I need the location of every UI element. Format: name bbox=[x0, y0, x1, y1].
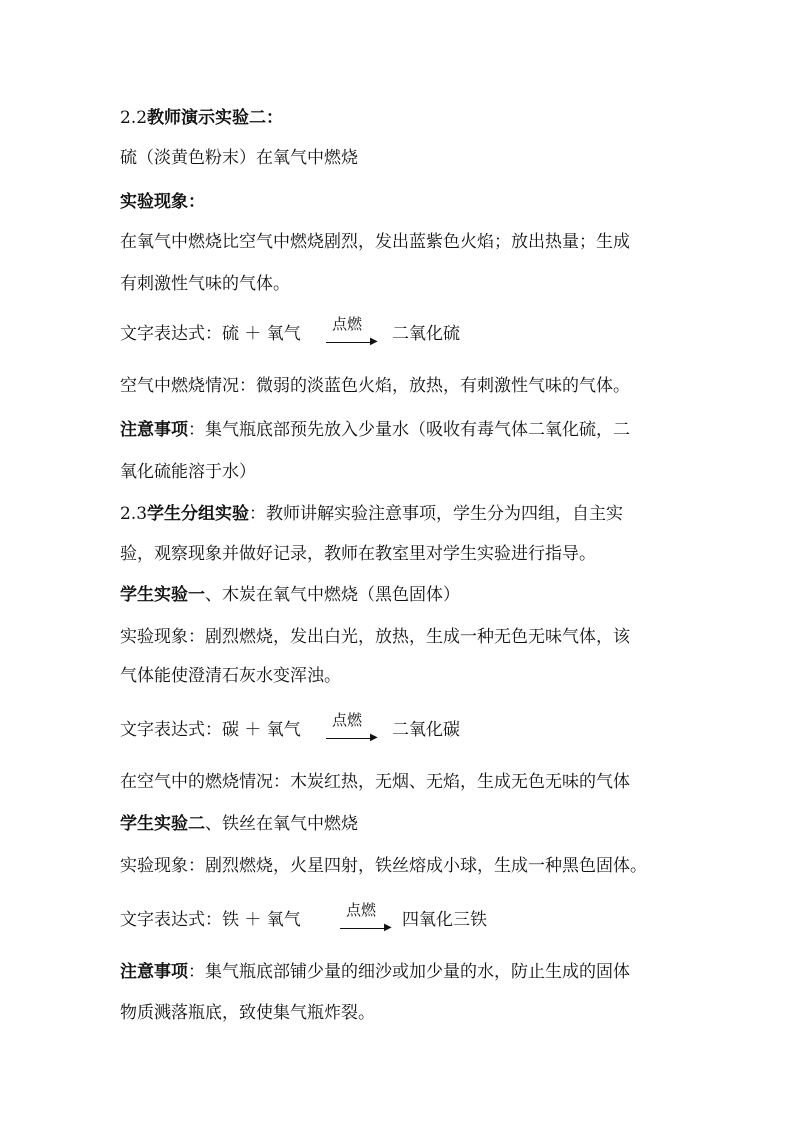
arrow-head-icon: ▶ bbox=[370, 336, 378, 347]
equation-product: 二氧化硫 bbox=[392, 324, 460, 344]
experiment-label: 学生实验一 bbox=[120, 585, 205, 605]
section-title: 教师演示实验二： bbox=[147, 108, 284, 128]
experiment-title: 、铁丝在氧气中燃烧 bbox=[205, 814, 358, 834]
equation-product: 四氧化三铁 bbox=[402, 910, 487, 930]
experiment-1-phenomenon-line-2: 气体能使澄清石灰水变浑浊。 bbox=[120, 666, 341, 686]
carbon-in-air: 在空气中的燃烧情况：木炭红热，无烟、无焰，生成无色无味的气体 bbox=[120, 772, 630, 792]
experiment-1-phenomenon-line-1: 实验现象：剧烈燃烧，发出白光，放热，生成一种无色无味气体，该 bbox=[120, 627, 630, 647]
phenomenon-heading: 实验现象： bbox=[120, 192, 205, 212]
equation-reactants: 文字表达式：铁 ＋ 氧气 bbox=[120, 910, 301, 930]
arrow-shaft bbox=[340, 928, 386, 929]
section-label: 学生分组实验 bbox=[147, 504, 250, 524]
arrow-shaft bbox=[326, 342, 372, 343]
section-number: 2.3 bbox=[120, 504, 148, 524]
reaction-arrow bbox=[326, 711, 380, 743]
sulfur-phenomenon-line-1: 在氧气中燃烧比空气中燃烧剧烈，发出蓝紫色火焰；放出热量；生成 bbox=[120, 232, 630, 252]
note-1-line-2: 氧化硫能溶于水） bbox=[120, 462, 256, 482]
experiment-1-heading bbox=[120, 583, 460, 607]
equation-product: 二氧化碳 bbox=[392, 720, 460, 740]
section-number: 2.2 bbox=[120, 108, 148, 128]
arrow-head-icon: ▶ bbox=[370, 732, 378, 743]
sulfur-in-air: 空气中燃烧情况：微弱的淡蓝色火焰，放热，有刺激性气味的气体。 bbox=[120, 376, 630, 396]
equation-reactants: 文字表达式：硫 ＋ 氧气 bbox=[120, 324, 301, 344]
arrow-shaft bbox=[326, 738, 372, 739]
note-label: 注意事项 bbox=[120, 962, 188, 982]
reaction-condition: 点燃 bbox=[332, 711, 363, 729]
section-text: ：教师讲解实验注意事项，学生分为四组，自主实 bbox=[249, 504, 624, 524]
experiment-title: 、木炭在氧气中燃烧（黑色固体） bbox=[205, 585, 460, 605]
section-2-2-heading bbox=[120, 106, 283, 130]
carbon-word-equation bbox=[120, 702, 480, 742]
sulfur-subject: 硫（淡黄色粉末）在氧气中燃烧 bbox=[120, 148, 358, 168]
iron-word-equation bbox=[120, 892, 500, 932]
experiment-label: 学生实验二 bbox=[120, 814, 205, 834]
note-label: 注意事项 bbox=[120, 420, 188, 440]
equation-reactants: 文字表达式：碳 ＋ 氧气 bbox=[120, 720, 301, 740]
note-2-line-2: 物质溅落瓶底，致使集气瓶炸裂。 bbox=[120, 1003, 375, 1023]
reaction-condition: 点燃 bbox=[346, 901, 377, 919]
reaction-condition: 点燃 bbox=[332, 315, 363, 333]
arrow-head-icon: ▶ bbox=[384, 922, 392, 933]
reaction-arrow bbox=[340, 901, 394, 933]
sulfur-word-equation bbox=[120, 306, 480, 346]
reaction-arrow bbox=[326, 315, 380, 347]
note-text: ：集气瓶底部铺少量的细沙或加少量的水，防止生成的固体 bbox=[188, 962, 630, 982]
experiment-2-phenomenon: 实验现象：剧烈燃烧，火星四射，铁丝熔成小球，生成一种黑色固体。 bbox=[120, 856, 647, 876]
experiment-2-heading bbox=[120, 812, 358, 836]
note-text: ：集气瓶底部预先放入少量水（吸收有毒气体二氧化硫，二 bbox=[188, 420, 630, 440]
section-2-3-line-2: 验，观察现象并做好记录，教师在教室里对学生实验进行指导。 bbox=[120, 544, 596, 564]
note-2-line-1 bbox=[120, 960, 630, 984]
section-2-3-line-1 bbox=[120, 502, 623, 526]
sulfur-phenomenon-line-2: 有刺激性气味的气体。 bbox=[120, 274, 290, 294]
note-1-line-1 bbox=[120, 418, 630, 442]
